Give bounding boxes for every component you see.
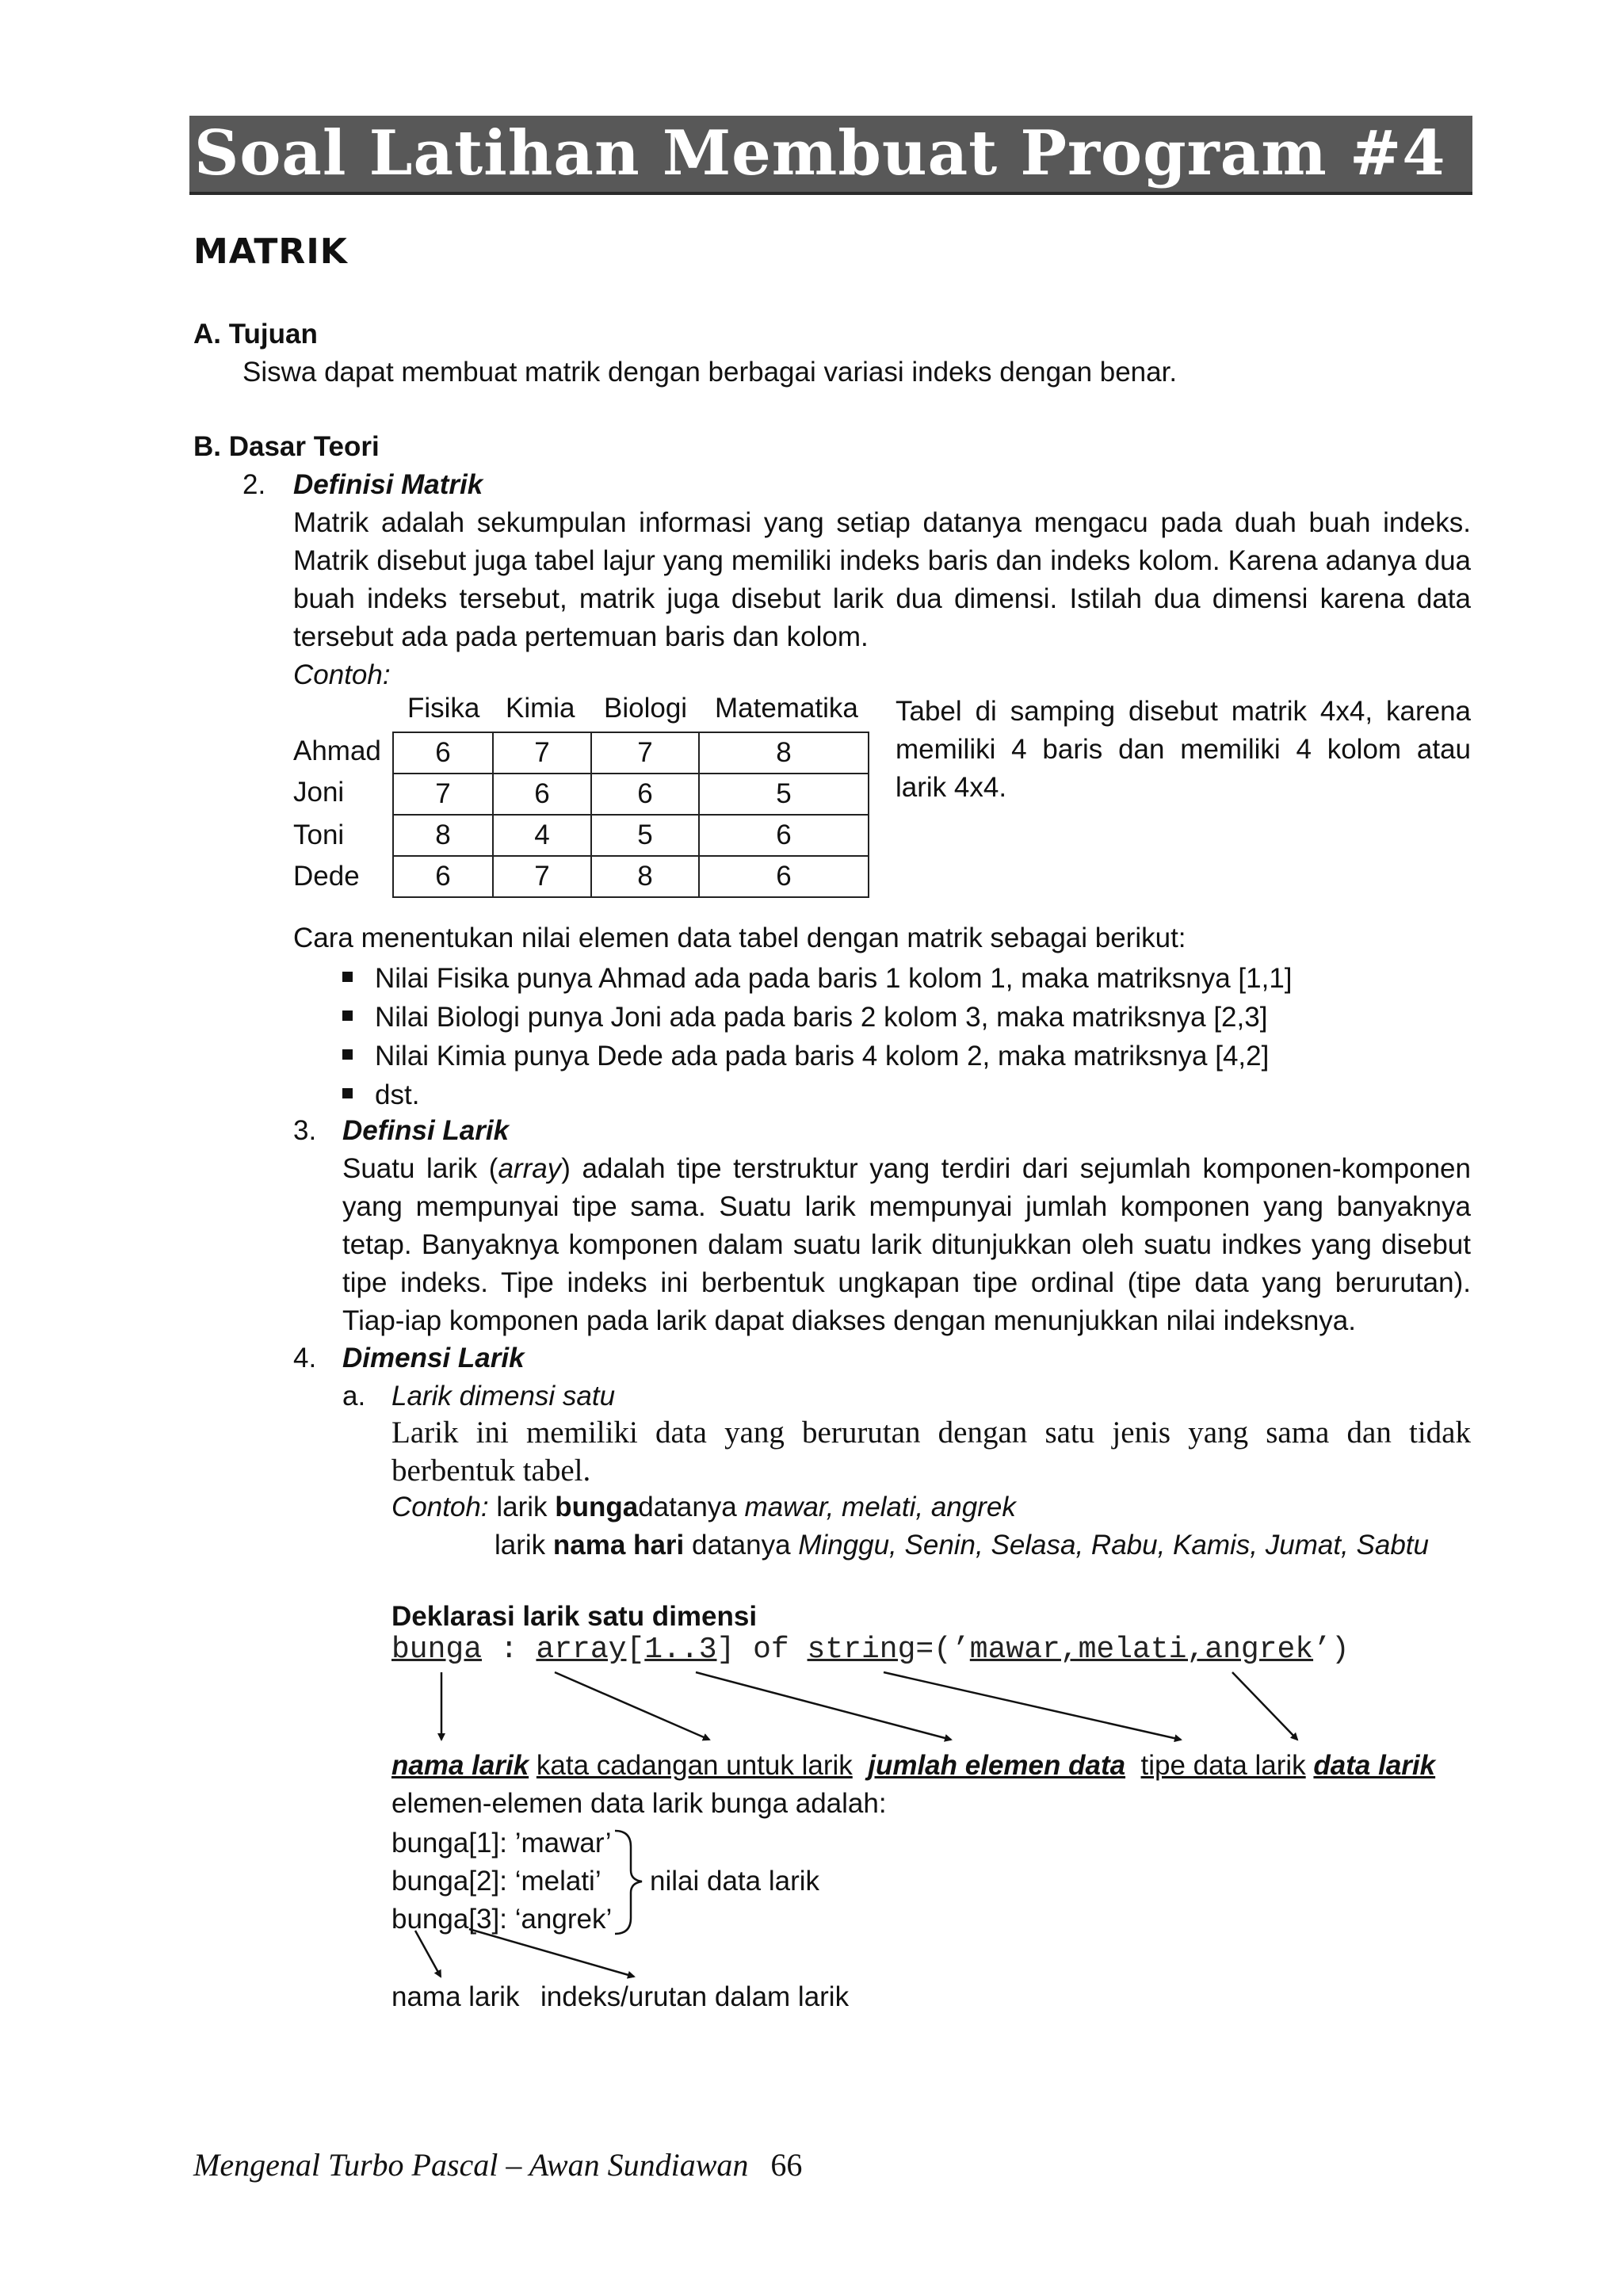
table-cell: 7 xyxy=(493,732,591,774)
matrix-side-note: Tabel di samping disebut matrik 4x4, karena memiliki 4 baris dan memiliki 4 kolom atau larik 4x4. xyxy=(896,696,1471,803)
row-label: Joni xyxy=(293,777,345,808)
subheading-definsi-larik: Definsi Larik xyxy=(342,1115,510,1146)
table-cell: 6 xyxy=(393,856,493,897)
table-cell: 6 xyxy=(699,815,869,856)
definsi-larik-paragraph: Suatu larik (array) adalah tipe terstruktur yang terdiri dari sejumlah komponen-komponen yang mempunyai tipe sama. Suatu larik mempunyai jumlah komponen yang banyaknya tetap. Banyaknya komponen dalam suatu larik ditunjukkan oleh suatu indkes yang disebut tipe indeks. Tipe indeks ini berbentuk ungkapan tipe ordinal (tipe data yang berurutan). Tiap-iap komponen pada larik dapat diakses dengan menunjukkan nilai indeksnya. xyxy=(342,1153,1471,1336)
bottom-label-indeks: indeks/urutan dalam larik xyxy=(540,1981,850,2012)
decl-heading: Deklarasi larik satu dimensi xyxy=(391,1601,758,1632)
code-declaration: bunga : array[1..3] of string=(’mawar,melati,angrek’) xyxy=(391,1633,1350,1667)
item-number: 4. xyxy=(293,1343,317,1373)
page-title: Soal Latihan Membuat Program #4 xyxy=(194,117,1446,189)
table-cell: 5 xyxy=(699,774,869,815)
curly-brace-icon xyxy=(615,1831,642,1934)
bottom-label-nama: nama larik xyxy=(391,1981,520,2012)
table-cell: 7 xyxy=(493,856,591,897)
table-cell: 8 xyxy=(591,856,699,897)
table-cell: 6 xyxy=(699,856,869,897)
definisi-matrik-paragraph: Matrik adalah sekumpulan informasi yang setiap datanya mengacu pada duah buah indeks. Matrik disebut juga tabel lajur yang memiliki indeks baris dan indeks kolom. Karena adanya dua buah indeks tersebut, matrik juga disebut larik dua dimensi. Istilah dua dimensi karena data tersebut ada pada pertemuan baris dan kolom. xyxy=(293,507,1471,652)
element-line: bunga[1]: ’mawar’ xyxy=(391,1828,612,1859)
row-label: Ahmad xyxy=(293,735,381,766)
subheading-larik-dimensi-satu: Larik dimensi satu xyxy=(391,1381,616,1412)
subheading-dimensi-larik: Dimensi Larik xyxy=(342,1343,525,1373)
larik-dimensi-satu-paragraph: Larik ini memiliki data yang berurutan dengan satu jenis yang sama dan tidak berbentuk tabel. xyxy=(391,1415,1471,1488)
arrow-kata-cadangan xyxy=(555,1672,709,1740)
table-cell: 6 xyxy=(591,774,699,815)
elemen-intro: elemen-elemen data larik bunga adalah: xyxy=(391,1788,887,1819)
list-item: Nilai Fisika punya Ahmad ada pada baris 1 kolom 1, maka matriksnya [1,1] xyxy=(342,959,1293,998)
column-header: Matematika xyxy=(715,693,858,724)
cara-text: Cara menentukan nilai elemen data tabel dengan matrik sebagai berikut: xyxy=(293,923,1186,953)
page-number: 66 xyxy=(770,2147,803,2183)
table-cell: 5 xyxy=(591,815,699,856)
nilai-label: nilai data larik xyxy=(650,1866,819,1897)
footer-text: Mengenal Turbo Pascal – Awan Sundiawan xyxy=(193,2147,749,2183)
heading-tujuan: A. Tujuan xyxy=(193,319,318,350)
column-header: Biologi xyxy=(604,693,688,724)
item-number: 2. xyxy=(242,469,266,500)
table-cell: 8 xyxy=(699,732,869,774)
label-row: nama larik kata cadangan untuk larik jumlah elemen data tipe data larik data larik xyxy=(391,1750,1436,1781)
sub-item-letter: a. xyxy=(342,1381,366,1412)
arrow-jumlah-elemen xyxy=(696,1672,951,1740)
contoh-label: Contoh: xyxy=(293,659,391,690)
item-number: 3. xyxy=(293,1115,317,1146)
table-cell: 6 xyxy=(393,732,493,774)
tujuan-text: Siswa dapat membuat matrik dengan berbagai variasi indeks dengan benar. xyxy=(242,357,1178,388)
table-cell: 7 xyxy=(393,774,493,815)
footer xyxy=(193,2146,802,2183)
element-line: bunga[2]: ‘melati’ xyxy=(391,1866,601,1897)
column-header: Kimia xyxy=(506,693,575,724)
list-item: Nilai Biologi punya Joni ada pada baris 2 kolom 3, maka matriksnya [2,3] xyxy=(342,998,1267,1037)
row-label: Toni xyxy=(293,819,345,850)
list-item: dst. xyxy=(342,1075,419,1114)
element-line: bunga[3]: ‘angrek’ xyxy=(391,1904,613,1935)
contoh-line-1: Contoh: larik bungadatanya mawar, melati, angrek xyxy=(391,1492,1016,1522)
table-cell: 7 xyxy=(591,732,699,774)
table-cell: 6 xyxy=(493,774,591,815)
section-title: MATRIK xyxy=(193,231,348,272)
column-header: Fisika xyxy=(407,693,480,724)
arrow-data-larik xyxy=(1232,1672,1297,1740)
row-label: Dede xyxy=(293,861,360,892)
list-item: Nilai Kimia punya Dede ada pada baris 4 kolom 2, maka matriksnya [4,2] xyxy=(342,1037,1269,1075)
contoh-line-2: larik nama hari datanya Minggu, Senin, Selasa, Rabu, Kamis, Jumat, Sabtu xyxy=(495,1530,1429,1561)
arrow-tipe-data xyxy=(884,1672,1181,1740)
subheading-definisi-matrik: Definisi Matrik xyxy=(293,469,483,500)
heading-dasar-teori: B. Dasar Teori xyxy=(193,431,380,462)
table-cell: 4 xyxy=(493,815,591,856)
table-cell: 8 xyxy=(393,815,493,856)
